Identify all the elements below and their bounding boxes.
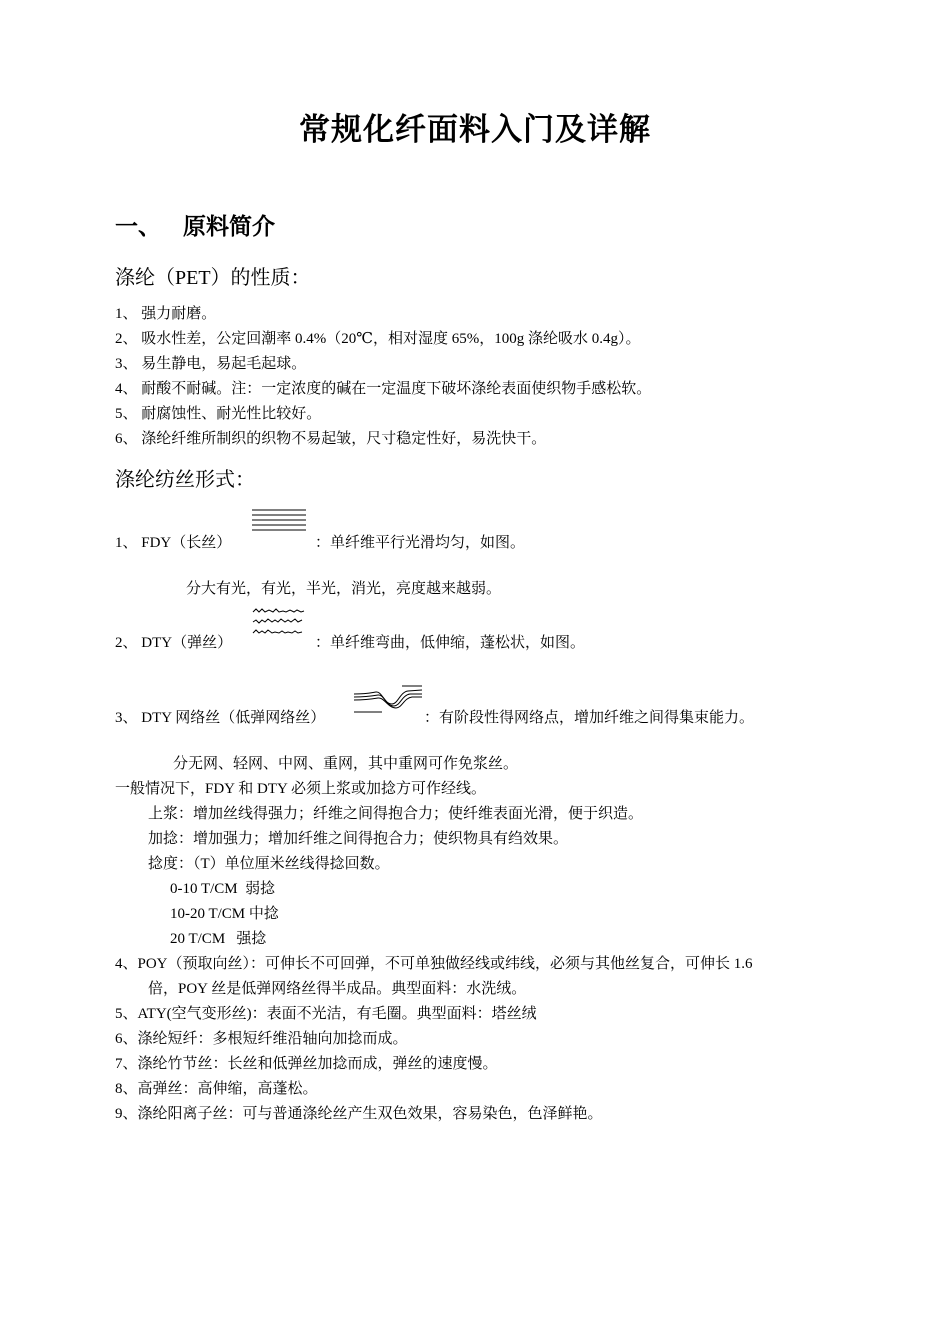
yarn-type-item: 9、涤纶阳离子丝：可与普通涤纶丝产生双色效果，容易染色，色泽鲜艳。 xyxy=(115,1106,603,1122)
twist-level: 10-20 T/CM 中捻 xyxy=(170,906,279,922)
network-note: 分无网、轻网、中网、重网，其中重网可作免浆丝。 xyxy=(173,756,519,772)
pet-item: 3、 易生静电，易起毛起球。 xyxy=(115,356,307,372)
dty-network-label: 3、 DTY 网络丝（低弹网络丝） xyxy=(115,710,326,726)
fdy-description: ：单纤维平行光滑均匀，如图。 xyxy=(315,535,526,551)
poy-line-1: 4、POY（预取向丝）：可伸长不可回弹，不可单独做经线或纬线，必须与其他丝复合，可伸长 1.6 xyxy=(115,956,753,972)
yarn-type-item: 8、高弹丝：高伸缩，高蓬松。 xyxy=(115,1081,318,1097)
pet-item: 2、 吸水性差，公定回潮率 0.4%（20℃，相对湿度 65%，100g 涤纶吸水 0.4g）。 xyxy=(115,331,641,347)
document-title: 常规化纤面料入门及详解 xyxy=(299,112,651,147)
dty-crimped-fibers-figure xyxy=(250,605,312,639)
fdy-label: 1、 FDY（长丝） xyxy=(115,535,232,551)
dty-label: 2、 DTY（弹丝） xyxy=(115,635,233,651)
twist-degree-note: 捻度：（T）单位厘米丝线得捻回数。 xyxy=(148,856,390,872)
fdy-note: 分大有光，有光，半光，消光，亮度越来越弱。 xyxy=(186,581,502,597)
yarn-type-item: 5、ATY(空气变形丝)：表面不光洁，有毛圈。典型面料：塔丝绒 xyxy=(115,1006,537,1022)
dty-network-description: ：有阶段性得网络点，增加纤维之间得集束能力。 xyxy=(424,710,755,726)
yarn-type-item: 6、涤纶短纤：多根短纤维沿轴向加捻而成。 xyxy=(115,1031,408,1047)
twisting-note: 加捻：增加强力；增加纤维之间得抱合力；使织物具有绉效果。 xyxy=(148,831,569,847)
twist-level: 20 T/CM 强捻 xyxy=(170,931,267,947)
pet-item: 5、 耐腐蚀性、耐光性比较好。 xyxy=(115,406,322,422)
general-note: 一般情况下，FDY 和 DTY 必须上浆或加捻方可作经线。 xyxy=(115,781,486,797)
fdy-parallel-fibers-figure xyxy=(250,506,308,532)
spin-heading: 涤纶纺丝形式： xyxy=(115,469,255,491)
poy-line-2: 倍，POY 丝是低弹网络丝得半成品。典型面料：水洗绒。 xyxy=(148,981,527,997)
pet-item: 4、 耐酸不耐碱。注：一定浓度的碱在一定温度下破坏涤纶表面使织物手感松软。 xyxy=(115,381,652,397)
section-title: 原料简介 xyxy=(183,214,275,239)
network-yarn-figure xyxy=(352,682,424,718)
yarn-type-item: 7、涤纶竹节丝：长丝和低弹丝加捻而成，弹丝的速度慢。 xyxy=(115,1056,498,1072)
pet-item: 1、 强力耐磨。 xyxy=(115,306,217,322)
pet-item: 6、 涤纶纤维所制织的织物不易起皱，尺寸稳定性好，易洗快干。 xyxy=(115,431,547,447)
section-number: 一、 xyxy=(115,214,161,239)
dty-description: ：单纤维弯曲，低伸缩，蓬松状，如图。 xyxy=(315,635,586,651)
sizing-note: 上浆：增加丝线得强力；纤维之间得抱合力；使纤维表面光滑，便于织造。 xyxy=(148,806,644,822)
section-heading xyxy=(115,208,275,241)
pet-heading: 涤纶（PET）的性质： xyxy=(115,267,311,289)
twist-level: 0-10 T/CM 弱捻 xyxy=(170,881,276,897)
